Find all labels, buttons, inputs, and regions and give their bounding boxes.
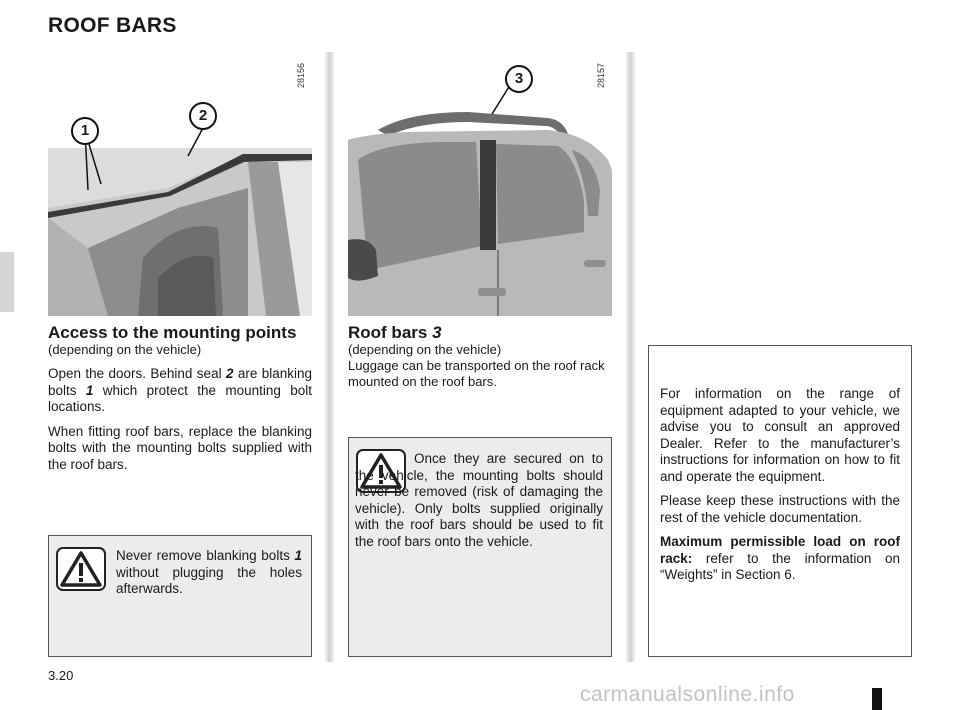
car-roof-bars-photo xyxy=(348,100,612,316)
warning-triangle-icon xyxy=(56,547,106,591)
info-paragraph: For information on the range of equipment adapted to your vehicle, we advise you to consult an approved Dealer. Refer to the manufacturer’s instructions for information on how to fit and operate the equipment. xyxy=(660,386,900,484)
callout-3: 3 xyxy=(505,65,533,93)
ref-2: 2 xyxy=(225,366,234,381)
warning-text: Once they are secured on to the vehicle, the mounting bolts should never be removed (risk of damaging the vehicle). Only bolts supplied originally with the roof bars should be used to fit the roof bars onto the vehicle. xyxy=(355,451,603,549)
ref-3: 3 xyxy=(432,323,442,342)
page-number: 3.20 xyxy=(48,668,74,683)
instruction-paragraph: When fitting roof bars, replace the blanking bolts with the mounting bolts supplied with the roof bars. xyxy=(48,423,312,472)
ref-1: 1 xyxy=(294,548,302,563)
callout-leaders xyxy=(48,100,288,195)
warning-text: Never remove blanking bolts 1 without plugging the holes afterwards. xyxy=(116,548,302,596)
info-paragraph: Please keep these instructions with the rest of the vehicle documentation. xyxy=(660,493,900,525)
warning-box xyxy=(48,535,312,657)
instruction-paragraph: Open the doors. Behind seal 2 are blanking bolts 1 which protect the mounting bolt locations. xyxy=(48,366,312,414)
watermark: carmanualsonline.info xyxy=(580,683,795,706)
section-heading: Roof bars 3 xyxy=(348,323,442,342)
info-box xyxy=(648,345,912,657)
column-divider xyxy=(626,52,635,662)
callout-1: 1 xyxy=(71,117,99,145)
ref-1: 1 xyxy=(85,382,94,398)
column-divider xyxy=(325,52,334,662)
section-heading: Access to the mounting points xyxy=(48,323,297,342)
condition-note: (depending on the vehicle) xyxy=(48,342,202,357)
page-title: ROOF BARS xyxy=(48,14,177,37)
warning-box xyxy=(348,437,612,657)
info-paragraph: Maximum permissible load on roof rack: refer to the information on “Weights” in Section 6. xyxy=(660,534,900,582)
callout-2: 2 xyxy=(189,102,217,130)
car-side-illustration xyxy=(348,100,612,316)
description-paragraph: Luggage can be transported on the roof rack mounted on the roof bars. xyxy=(348,358,605,389)
load-label: Maximum permissible load on roof rack: xyxy=(660,534,900,566)
image-reference-code: 28156 xyxy=(296,62,306,88)
image-reference-code: 28157 xyxy=(596,62,606,88)
condition-note: (depending on the vehicle) xyxy=(348,342,502,357)
info-text xyxy=(660,386,900,592)
page-corner-mark xyxy=(872,688,882,710)
middle-column-text xyxy=(348,323,614,390)
section-tab xyxy=(0,252,14,312)
left-column-text xyxy=(48,323,312,481)
